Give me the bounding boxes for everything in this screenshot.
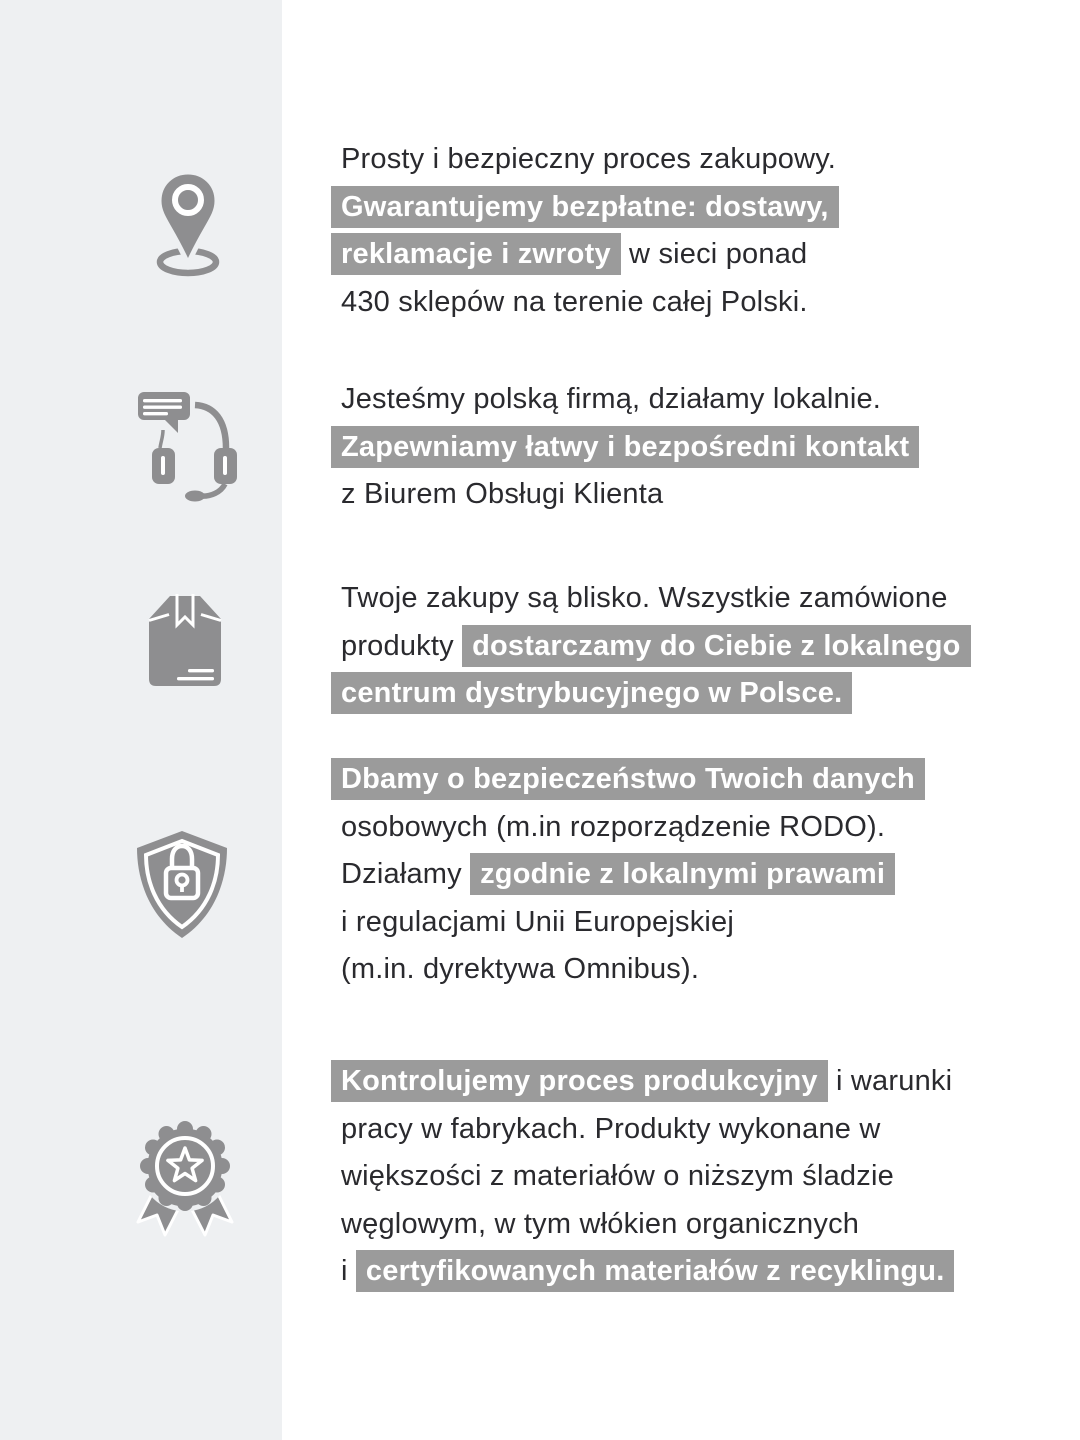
text-segment: i regulacjami Unii Europejskiej (341, 905, 735, 938)
text-line (341, 231, 839, 279)
text-segment: osobowych (m.in rozporządzenie RODO). (341, 810, 886, 843)
text-segment: Działamy (341, 858, 471, 890)
text-line (341, 899, 925, 947)
text-line (341, 1058, 954, 1106)
highlighted-text-segment: Kontrolujemy proces produkcyjny (331, 1060, 828, 1102)
text-line (341, 946, 925, 994)
content-column (341, 0, 1080, 1440)
text-segment: i (341, 1255, 356, 1287)
text-segment: 430 sklepów na terenie całej Polski. (341, 285, 808, 318)
text-segment: i warunki (827, 1065, 953, 1097)
text-line (341, 1106, 954, 1154)
shield-lock-icon (131, 828, 233, 942)
highlighted-text-segment: zgodnie z lokalnymi prawami (470, 853, 895, 895)
highlighted-text-segment: certyfikowanych materiałów z recyklingu. (356, 1250, 955, 1292)
text-block-4 (341, 756, 925, 994)
text-segment: Prosty i bezpieczny proces zakupowy. (341, 143, 837, 175)
headset-chat-icon (136, 390, 238, 502)
text-line (341, 471, 919, 519)
text-line (341, 424, 919, 472)
text-line (341, 575, 971, 623)
text-block-3 (341, 575, 971, 718)
text-line (341, 184, 839, 232)
text-segment: Twoje zakupy są blisko. Wszystkie zamówione (341, 582, 948, 614)
text-segment: (m.in. dyrektywa Omnibus). (341, 953, 700, 985)
text-block-1 (341, 136, 839, 326)
text-segment: z Biurem Obsługi Klienta (341, 478, 664, 510)
text-line (341, 623, 971, 671)
text-segment: węglowym, w tym włókien organicznych (341, 1207, 860, 1240)
text-line (341, 376, 919, 424)
text-line (341, 804, 925, 852)
text-segment: produkty (341, 629, 463, 662)
highlighted-text-segment: Dbamy o bezpieczeństwo Twoich danych (331, 758, 925, 800)
text-segment: większości z materiałów o niższym śladzie (341, 1160, 894, 1192)
text-line (341, 1153, 954, 1201)
text-line (341, 756, 925, 804)
text-block-5 (341, 1058, 954, 1296)
text-line (341, 279, 839, 327)
text-block-2 (341, 376, 919, 519)
highlighted-text-segment: reklamacje i zwroty (331, 233, 621, 275)
text-line (341, 670, 971, 718)
text-segment: w sieci ponad (620, 238, 808, 270)
location-pin-icon (154, 170, 222, 278)
highlighted-text-segment: Zapewniamy łatwy i bezpośredni kontakt (331, 426, 919, 468)
text-line (341, 851, 925, 899)
award-badge-icon (130, 1118, 240, 1240)
package-icon (146, 593, 224, 692)
highlighted-text-segment: centrum dystrybucyjnego w Polsce. (331, 672, 852, 714)
text-line (341, 1248, 954, 1296)
text-line (341, 1201, 954, 1249)
highlighted-text-segment: Gwarantujemy bezpłatne: dostawy, (331, 186, 839, 228)
text-segment: pracy w fabrykach. Produkty wykonane w (341, 1112, 881, 1145)
highlighted-text-segment: dostarczamy do Ciebie z lokalnego (462, 625, 970, 667)
text-line (341, 136, 839, 184)
text-segment: Jesteśmy polską firmą, działamy lokalnie. (341, 383, 882, 415)
